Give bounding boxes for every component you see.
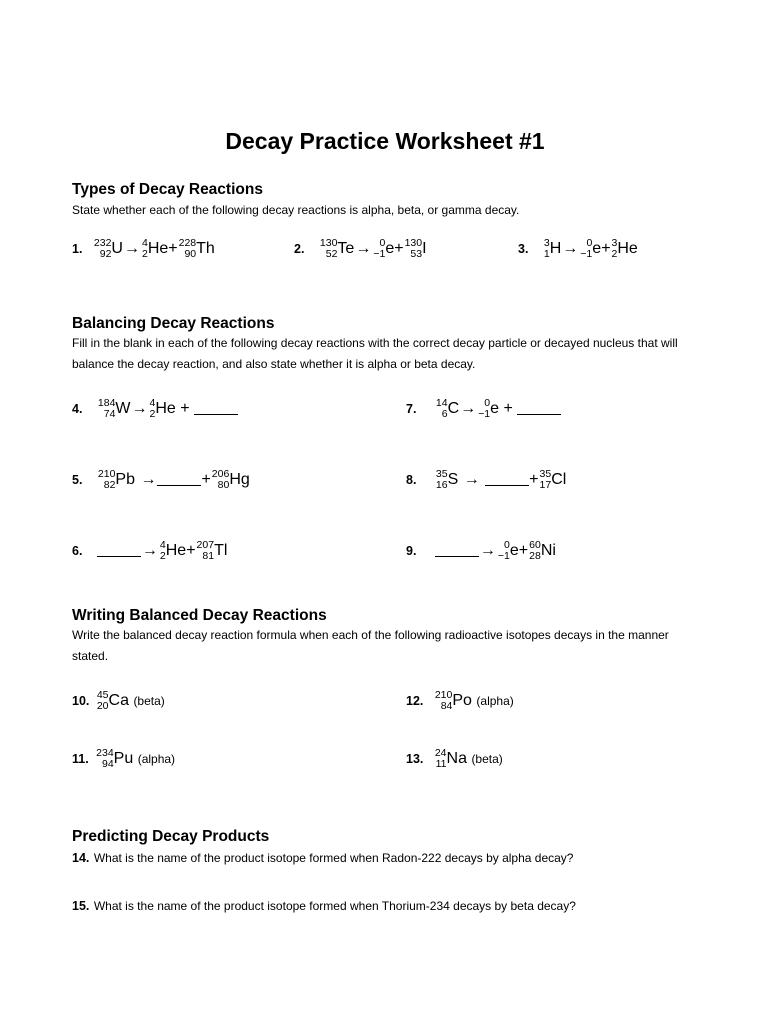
- isotope-notation: [436, 398, 448, 420]
- text-span: I: [422, 240, 427, 258]
- text-span: −1: [478, 408, 491, 420]
- text-span: 82: [103, 479, 116, 491]
- text-span: 0: [484, 397, 491, 409]
- text-span: 60: [529, 539, 541, 551]
- page-title: Decay Practice Worksheet #1: [225, 128, 545, 154]
- text-span: 210: [97, 468, 116, 480]
- reaction: [435, 539, 556, 562]
- section-heading-balancing: Balancing Decay Reactions: [72, 315, 275, 332]
- text-span: Pu: [113, 750, 134, 768]
- text-span: 234: [96, 747, 114, 759]
- isotope-notation: [405, 238, 423, 260]
- text-span: C: [447, 400, 460, 418]
- isotope-notation: [435, 748, 447, 770]
- text-span: +: [503, 400, 513, 418]
- text-span: 35: [435, 468, 448, 480]
- question-number: 2.: [294, 242, 305, 257]
- isotope: [434, 689, 477, 712]
- question-number: 7.: [406, 402, 417, 417]
- text-span: 130: [319, 237, 338, 249]
- question-number: 15.: [72, 899, 90, 913]
- question-1: [72, 238, 215, 260]
- question-number: 4.: [72, 402, 83, 417]
- text-span: Th: [196, 240, 215, 258]
- text-span: 84: [440, 700, 453, 712]
- text-span: He: [155, 400, 176, 418]
- text-span: →: [140, 471, 157, 489]
- text-span: 184: [97, 397, 116, 409]
- text-span: +: [168, 240, 178, 258]
- text-span: +: [201, 471, 211, 489]
- text-span: →: [141, 542, 158, 560]
- text-span: He: [617, 240, 638, 258]
- isotope-notation: [98, 398, 116, 420]
- question-text: What is the name of the product isotope formed when Radon-222 decays by alpha decay?: [93, 851, 574, 865]
- text-span: 4: [159, 539, 166, 551]
- text-span: e: [592, 240, 602, 258]
- answer-blank[interactable]: [97, 542, 141, 557]
- isotope-notation: [212, 469, 230, 491]
- isotope-notation: [436, 469, 448, 491]
- text-span: He: [165, 542, 187, 560]
- answer-blank[interactable]: [517, 400, 561, 415]
- text-span: →: [562, 240, 579, 258]
- answer-blank[interactable]: [157, 471, 201, 486]
- text-span: 0: [379, 237, 386, 249]
- text-span: 4: [149, 397, 156, 409]
- question-2: [294, 238, 427, 260]
- reaction: [93, 237, 215, 260]
- decay-type: (alpha): [137, 752, 176, 767]
- text-span: −1: [580, 248, 593, 260]
- question-number: 12.: [406, 694, 424, 709]
- section-instructions-writing: Write the balanced decay reaction formula when each of the following radioactive isotopes decays in the manner stated.: [72, 628, 669, 663]
- question-number: 1.: [72, 242, 83, 257]
- text-span: 53: [410, 248, 423, 260]
- question-11: [72, 748, 175, 770]
- text-span: −1: [373, 248, 386, 260]
- text-span: →: [479, 542, 496, 560]
- text-span: e: [385, 240, 395, 258]
- text-span: 0: [586, 237, 593, 249]
- text-span: +: [180, 400, 190, 418]
- text-span: e: [490, 400, 500, 418]
- text-span: 3: [543, 237, 550, 249]
- reaction: [97, 539, 228, 562]
- question-15: [72, 897, 576, 915]
- question-number: 13.: [406, 752, 424, 767]
- question-number: 11.: [72, 752, 89, 767]
- question-5: [72, 469, 250, 491]
- text-span: Ni: [540, 542, 556, 560]
- text-span: 17: [539, 479, 552, 491]
- question-number: 14.: [72, 851, 90, 865]
- text-span: 94: [101, 758, 114, 770]
- text-span: →: [123, 240, 140, 258]
- question-8: [406, 469, 566, 491]
- reaction: [543, 237, 638, 260]
- text-span: +: [601, 240, 611, 258]
- text-span: 16: [435, 479, 448, 491]
- text-span: 2: [141, 248, 148, 260]
- section-heading-writing: Writing Balanced Decay Reactions: [72, 607, 327, 624]
- isotope-notation: [580, 238, 592, 260]
- text-span: →: [460, 400, 477, 418]
- isotope-notation: [179, 238, 197, 260]
- isotope: [95, 747, 138, 770]
- decay-type: (beta): [133, 694, 165, 709]
- text-span: +: [518, 542, 529, 560]
- text-span: 207: [196, 539, 215, 551]
- text-span: →: [131, 400, 148, 418]
- answer-blank[interactable]: [485, 471, 529, 486]
- text-span: 2: [159, 550, 166, 562]
- text-span: He: [147, 240, 169, 258]
- text-span: 74: [103, 408, 116, 420]
- question-13: [406, 748, 503, 770]
- text-span: 1: [543, 248, 550, 260]
- question-14: [72, 849, 573, 867]
- question-10: [72, 690, 165, 712]
- reaction: [97, 468, 250, 491]
- question-3: [518, 238, 638, 260]
- text-span: Te: [337, 240, 355, 258]
- text-span: 45: [96, 689, 109, 701]
- text-span: H: [549, 240, 562, 258]
- isotope: [434, 747, 472, 770]
- text-span: +: [394, 240, 404, 258]
- section-heading-predicting: Predicting Decay Products: [72, 828, 270, 845]
- text-span: 20: [96, 700, 109, 712]
- isotope-notation: [320, 238, 338, 260]
- reaction: [97, 397, 238, 420]
- text-span: +: [529, 471, 539, 489]
- answer-blank[interactable]: [194, 400, 238, 415]
- text-span: 35: [539, 468, 552, 480]
- question-number: 5.: [72, 473, 83, 488]
- text-span: U: [111, 240, 123, 258]
- isotope-notation: [98, 469, 116, 491]
- text-span: 52: [325, 248, 338, 260]
- text-span: 228: [178, 237, 197, 249]
- section-instructions-types: State whether each of the following decay reactions is alpha, beta, or gamma decay.: [72, 203, 520, 217]
- question-12: [406, 690, 514, 712]
- section-heading-types: Types of Decay Reactions: [72, 181, 263, 198]
- text-span: Hg: [229, 471, 250, 489]
- text-span: 4: [141, 237, 148, 249]
- text-span: 206: [211, 468, 230, 480]
- question-number: 9.: [406, 544, 417, 559]
- question-number: 10.: [72, 694, 90, 709]
- question-9: [406, 540, 556, 562]
- question-number: 3.: [518, 242, 529, 257]
- text-span: 11: [435, 758, 447, 770]
- section-instructions-balancing: Fill in the blank in each of the following decay reactions with the correct decay particle or decayed nucleus that will balance the decay reaction, and also state whether it is alpha or beta decay.: [72, 336, 678, 371]
- question-4: [72, 398, 238, 420]
- isotope-notation: [94, 238, 112, 260]
- text-span: Cl: [551, 471, 567, 489]
- isotope-notation: [540, 469, 552, 491]
- question-6: [72, 540, 227, 562]
- question-number: 8.: [406, 473, 417, 488]
- question-7: [406, 398, 561, 420]
- text-span: 92: [99, 248, 112, 260]
- text-span: 3: [611, 237, 618, 249]
- text-span: 232: [93, 237, 112, 249]
- text-span: 210: [434, 689, 453, 701]
- text-span: e: [509, 542, 519, 560]
- isotope-notation: [197, 540, 215, 562]
- text-span: 2: [611, 248, 618, 260]
- isotope-notation: [435, 690, 453, 712]
- text-span: 24: [434, 747, 447, 759]
- text-span: S: [447, 471, 459, 489]
- text-span: 0: [504, 539, 510, 551]
- text-span: 130: [404, 237, 423, 249]
- text-span: Ca: [108, 692, 129, 710]
- isotope-notation: [478, 398, 490, 420]
- text-span: 81: [202, 550, 215, 562]
- isotope-notation: [97, 690, 109, 712]
- reaction: [435, 397, 561, 420]
- text-span: 6: [441, 408, 448, 420]
- isotope-notation: [498, 540, 510, 562]
- isotope-notation: [96, 748, 114, 770]
- text-span: 14: [435, 397, 448, 409]
- text-span: →: [463, 471, 480, 489]
- isotope-notation: [373, 238, 385, 260]
- text-span: 28: [529, 550, 541, 562]
- text-span: +: [186, 542, 196, 560]
- text-span: 90: [184, 248, 197, 260]
- text-span: Na: [446, 750, 467, 768]
- text-span: 80: [217, 479, 230, 491]
- decay-type: (beta): [471, 752, 503, 767]
- text-span: Po: [452, 692, 472, 710]
- reaction: [435, 468, 567, 491]
- text-span: Tl: [214, 542, 228, 560]
- isotope-notation: [529, 540, 541, 562]
- text-span: W: [115, 400, 131, 418]
- text-span: →: [355, 240, 372, 258]
- question-number: 6.: [72, 544, 83, 559]
- decay-type: (alpha): [476, 694, 514, 709]
- text-span: −1: [497, 550, 510, 562]
- text-span: Pb: [115, 471, 135, 489]
- text-span: 2: [149, 408, 156, 420]
- answer-blank[interactable]: [435, 542, 479, 557]
- reaction: [319, 237, 427, 260]
- isotope: [96, 689, 134, 712]
- question-text: What is the name of the product isotope formed when Thorium-234 decays by beta decay?: [93, 899, 576, 913]
